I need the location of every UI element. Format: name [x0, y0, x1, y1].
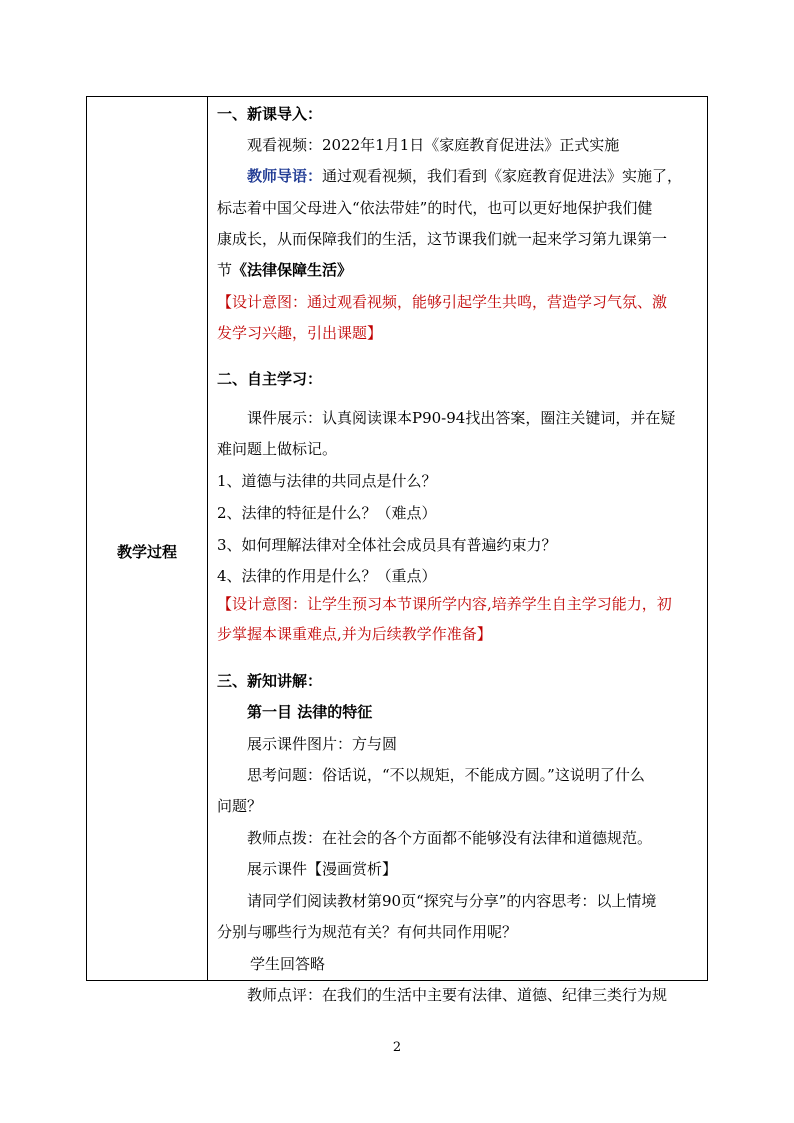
content-line	[217, 734, 699, 754]
line-text: 节	[217, 261, 233, 279]
line-text: 请同学们阅读教材第90页“探究与分享”的内容思考：以上情境	[247, 892, 657, 910]
line-text: 标志着中国父母进入“依法带娃”的时代，也可以更好地保护我们健	[217, 199, 653, 217]
line-text: 一、新课导入：	[217, 105, 323, 123]
content-line	[217, 408, 699, 428]
content-line	[217, 702, 699, 722]
content-line	[217, 624, 699, 644]
content-line	[217, 292, 699, 312]
line-text: 4、法律的作用是什么？（重点）	[217, 567, 437, 585]
content-line	[217, 104, 699, 124]
line-text: 发学习兴趣，引出课题】	[217, 324, 383, 342]
column-divider	[207, 97, 208, 980]
line-text: 问题？	[217, 797, 263, 815]
line-text: 观看视频：2022年1月1日《家庭教育促进法》正式实施	[247, 136, 620, 154]
line-text: 思考问题：俗话说，“不以规矩，不能成方圆。”这说明了什么	[247, 766, 645, 784]
content-line	[217, 535, 699, 555]
line-text: 第一目 法律的特征	[247, 703, 373, 721]
line-text: 教师点拨：在社会的各个方面都不能够没有法律和道德规范。	[247, 829, 653, 847]
content-line	[217, 229, 699, 249]
content-line	[217, 859, 699, 879]
content-line	[217, 503, 699, 523]
content-line	[217, 260, 699, 280]
content-line	[217, 922, 699, 942]
content-line	[217, 198, 699, 218]
line-text: 教师点评：在我们的生活中主要有法律、道德、纪律三类行为规	[247, 986, 668, 1004]
lesson-table	[86, 96, 708, 1004]
page-number: 2	[392, 1040, 402, 1055]
content-line	[217, 369, 699, 389]
line-text: 展示课件图片：方与圆	[247, 735, 398, 753]
line-text: 二、自主学习：	[217, 370, 323, 388]
content-line	[217, 166, 699, 186]
line-text: 康成长，从而保障我们的生活，这节课我们就一起来学习第九课第一	[217, 230, 668, 248]
line-text: 难问题上做标记。	[217, 440, 338, 458]
line-text: 展示课件【漫画赏析】	[247, 860, 398, 878]
line-text: 2、法律的特征是什么？（难点）	[217, 504, 437, 522]
line-text: 分别与哪些行为规范有关？有何共同作用呢？	[217, 923, 518, 941]
line-text: 三、新知讲解：	[217, 672, 323, 690]
line-text: 【设计意图：通过观看视频，能够引起学生共鸣，营造学习气氛、激	[217, 293, 668, 311]
line-text: 学生回答略	[250, 955, 326, 973]
content-line	[217, 765, 699, 785]
content-line	[217, 594, 699, 614]
content-line	[217, 828, 699, 848]
line-text: 步掌握本课重难点,并为后续教学作准备】	[217, 625, 492, 643]
content-line	[217, 439, 699, 459]
content-line	[217, 954, 699, 974]
teacher-lead-label: 教师导语：	[247, 167, 323, 185]
content-line	[217, 985, 699, 1005]
line-text: 1、道德与法律的共同点是什么？	[217, 472, 437, 490]
content-line	[217, 135, 699, 155]
lesson-title: 《法律保障生活》	[232, 261, 353, 279]
content-line	[217, 471, 699, 491]
content-line	[217, 566, 699, 586]
line-text: 通过观看视频，我们看到《家庭教育促进法》实施了，	[322, 167, 683, 185]
line-text: 3、如何理解法律对全体社会成员具有普遍约束力？	[217, 536, 557, 554]
content-line	[217, 323, 699, 343]
content-line	[217, 891, 699, 911]
content-line	[217, 671, 699, 691]
line-text: 【设计意图：让学生预习本节课所学内容,培养学生自主学习能力，初	[217, 595, 672, 613]
row-label: 教学过程	[116, 543, 177, 561]
content-line	[217, 796, 699, 816]
line-text: 课件展示：认真阅读课本P90-94找出答案，圈注关键词，并在疑	[247, 409, 676, 427]
